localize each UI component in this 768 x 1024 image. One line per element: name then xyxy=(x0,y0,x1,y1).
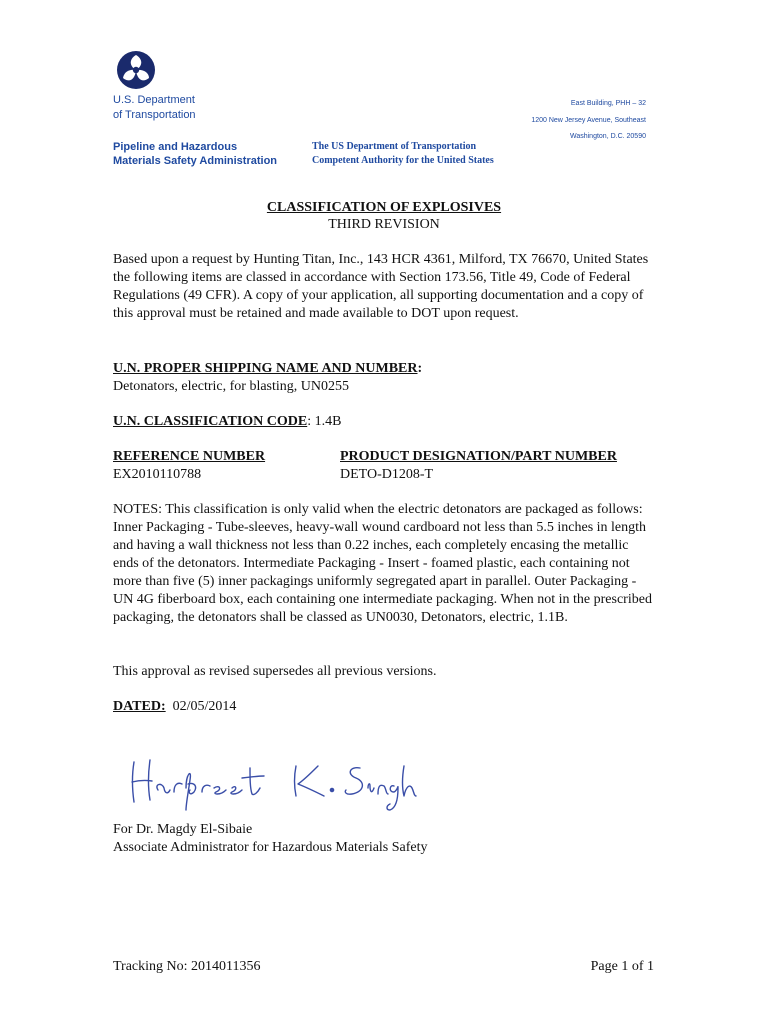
product-designation-heading: PRODUCT DESIGNATION/PART NUMBER xyxy=(340,449,617,464)
classification-code-label: U.N. CLASSIFICATION CODE xyxy=(113,414,308,429)
classification-code-value: : 1.4B xyxy=(307,414,342,429)
intro-paragraph: Based upon a request by Hunting Titan, Inc., 143 HCR 4361, Milford, TX 76670, United States the following items are classed in accordance with Section 173.56, Title 49, Code of Federal Regulations (49 CFR). A copy of your application, all supporting documentation and a copy of this approval must be retained and made available to DOT upon request. xyxy=(113,252,649,321)
signatory-line-2: Associate Administrator for Hazardous Materials Safety xyxy=(113,840,428,855)
dated-label: DATED: xyxy=(113,699,166,714)
admin-line-2: Materials Safety Administration xyxy=(113,155,278,167)
administration-name xyxy=(113,140,277,168)
page-number: Page 1 of 1 xyxy=(590,959,654,974)
office-address xyxy=(531,96,646,146)
admin-line-1: Pipeline and Hazardous xyxy=(113,141,238,153)
notes-paragraph: NOTES: This classification is only valid when the electric detonators are packaged as follows: Inner Packaging - Tube-sleeves, heavy-wall wound cardboard not less than 5.5 inches in length and having a wall thickness not less than 0.22 inches, each completely encasing the metallic ends of the detonators. Intermediate Packaging - Insert - foamed plastic, each containing not more than five (5) inner packagings uniformly segregated apart in parallel. Outer Packaging - UN 4G fiberboard box, each containing one intermediate packaging. When not in the prescribed packaging, the detonators shall be classed as UN0030, Detonators, electric, 1.1B. xyxy=(113,502,652,625)
agency-line-2: of Transportation xyxy=(113,109,196,121)
shipping-name-value: Detonators, electric, for blasting, UN0255 xyxy=(113,379,349,394)
document-title-block xyxy=(0,199,768,233)
shipping-name-heading-colon: : xyxy=(417,361,423,376)
revision-label: THIRD REVISION xyxy=(328,217,440,232)
supersedes-statement: This approval as revised supersedes all previous versions. xyxy=(113,664,437,679)
dot-logo-icon xyxy=(116,50,156,90)
address-line-2: 1200 New Jersey Avenue, Southeast xyxy=(531,116,646,124)
classification-code-line xyxy=(113,413,653,431)
address-line-1: East Building, PHH – 32 xyxy=(570,100,646,107)
shipping-name-heading xyxy=(113,360,653,378)
address-line-3: Washington, D.C. 20590 xyxy=(569,133,646,140)
reference-number-value: EX2010110788 xyxy=(113,467,202,482)
signatory-block xyxy=(113,821,653,857)
signature-image xyxy=(128,744,418,814)
agency-line-1: U.S. Department xyxy=(113,94,195,106)
signatory-line-1: For Dr. Magdy El-Sibaie xyxy=(113,822,253,837)
authority-line-2: Competent Authority for the United States xyxy=(312,155,494,166)
agency-name xyxy=(113,93,196,123)
tracking-number: Tracking No: 2014011356 xyxy=(113,959,261,974)
product-designation-value: DETO-D1208-T xyxy=(340,467,434,482)
competent-authority xyxy=(312,140,512,168)
document-title: CLASSIFICATION OF EXPLOSIVES xyxy=(266,200,502,215)
authority-line-1: The US Department of Transportation xyxy=(312,141,477,152)
reference-number-heading: REFERENCE NUMBER xyxy=(113,449,266,464)
dated-value: 02/05/2014 xyxy=(172,699,237,714)
shipping-name-heading-text: U.N. PROPER SHIPPING NAME AND NUMBER xyxy=(113,361,418,376)
dated-line xyxy=(113,698,653,716)
